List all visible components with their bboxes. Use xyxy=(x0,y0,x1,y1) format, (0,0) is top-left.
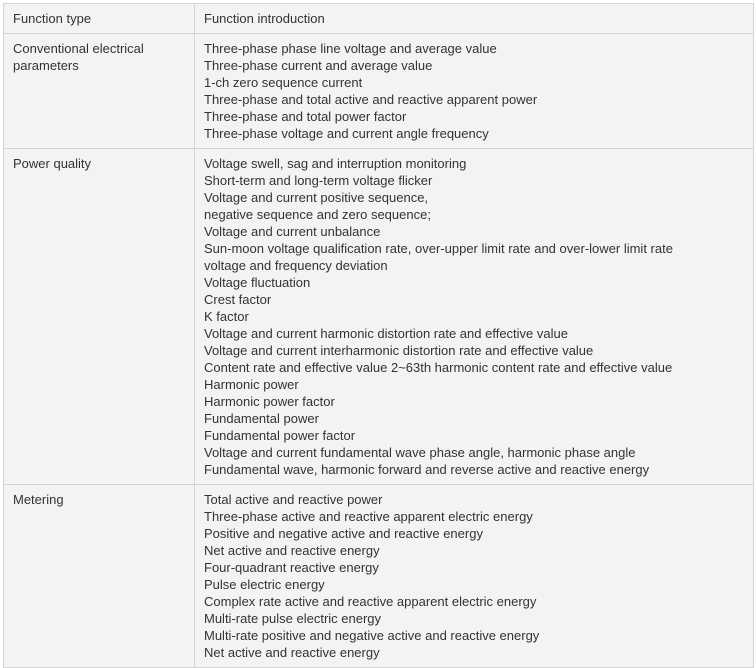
function-line: Sun-moon voltage qualification rate, over-upper limit rate and over-lower limit rate xyxy=(204,241,673,256)
table-row xyxy=(4,34,754,149)
function-line: Multi-rate pulse electric energy xyxy=(204,611,382,626)
function-introduction-cell xyxy=(195,34,754,149)
function-line: Three-phase and total active and reactive apparent power xyxy=(204,92,538,107)
function-line: Fundamental power xyxy=(204,411,319,426)
function-line: Voltage swell, sag and interruption monitoring xyxy=(204,156,467,171)
function-type-cell: Metering xyxy=(4,485,195,668)
function-line: voltage and frequency deviation xyxy=(204,258,388,273)
function-line: Harmonic power factor xyxy=(204,394,335,409)
function-line: Voltage and current harmonic distortion rate and effective value xyxy=(204,326,568,341)
function-type-cell: Power quality xyxy=(4,149,195,485)
function-line: Harmonic power xyxy=(204,377,299,392)
function-line: K factor xyxy=(204,309,249,324)
function-introduction-cell xyxy=(195,149,754,485)
header-function-introduction: Function introduction xyxy=(195,4,754,34)
function-line: negative sequence and zero sequence; xyxy=(204,207,431,222)
function-line: Voltage and current interharmonic distortion rate and effective value xyxy=(204,343,594,358)
function-line: Voltage and current positive sequence, xyxy=(204,190,429,205)
function-line: Content rate and effective value 2~63th harmonic content rate and effective value xyxy=(204,360,673,375)
function-line: Multi-rate positive and negative active and reactive energy xyxy=(204,628,540,643)
function-line: Fundamental wave, harmonic forward and reverse active and reactive energy xyxy=(204,462,650,477)
function-line: Voltage and current fundamental wave phase angle, harmonic phase angle xyxy=(204,445,636,460)
function-line: Four-quadrant reactive energy xyxy=(204,560,379,575)
function-line: Three-phase active and reactive apparent electric energy xyxy=(204,509,533,524)
function-table xyxy=(3,3,754,668)
function-line: Pulse electric energy xyxy=(204,577,325,592)
function-line: Three-phase current and average value xyxy=(204,58,433,73)
function-line: Three-phase and total power factor xyxy=(204,109,407,124)
function-table-container xyxy=(3,3,753,668)
table-header-row xyxy=(4,4,754,34)
function-line: Complex rate active and reactive apparent electric energy xyxy=(204,594,537,609)
function-line: Voltage and current unbalance xyxy=(204,224,381,239)
table-row xyxy=(4,485,754,668)
table-body xyxy=(4,34,754,668)
function-line: Voltage fluctuation xyxy=(204,275,311,290)
function-line: Fundamental power factor xyxy=(204,428,356,443)
function-type-cell: Conventional electrical parameters xyxy=(4,34,195,149)
function-introduction-cell xyxy=(195,485,754,668)
function-line: Net active and reactive energy xyxy=(204,645,380,660)
table-row xyxy=(4,149,754,485)
function-line: Total active and reactive power xyxy=(204,492,383,507)
function-line: Three-phase phase line voltage and average value xyxy=(204,41,497,56)
function-line: Positive and negative active and reactive energy xyxy=(204,526,483,541)
function-line: Three-phase voltage and current angle frequency xyxy=(204,126,489,141)
function-line: Short-term and long-term voltage flicker xyxy=(204,173,433,188)
function-line: Crest factor xyxy=(204,292,272,307)
function-line: 1-ch zero sequence current xyxy=(204,75,363,90)
header-function-type: Function type xyxy=(4,4,195,34)
function-line: Net active and reactive energy xyxy=(204,543,380,558)
